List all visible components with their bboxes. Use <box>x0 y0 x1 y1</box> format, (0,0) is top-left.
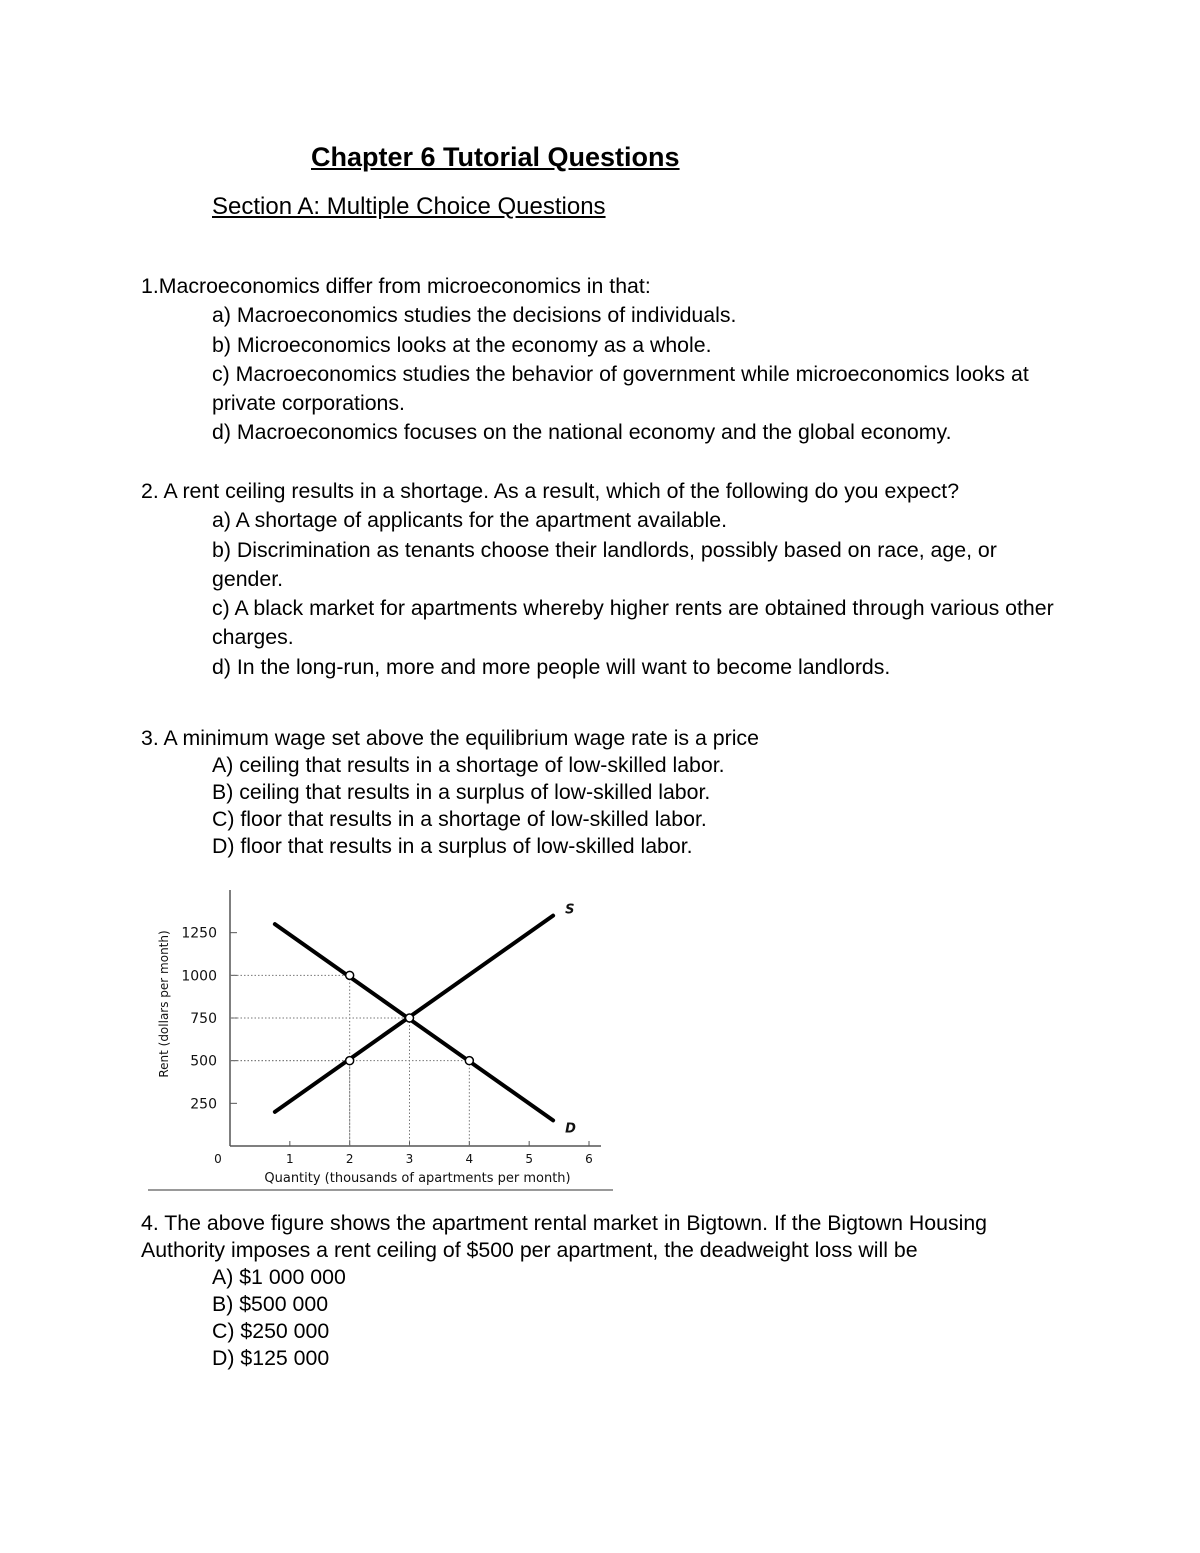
option-c: C) $250 000 <box>212 1319 330 1343</box>
option-d: D) $125 000 <box>212 1346 330 1370</box>
y-tick-label: 750 <box>190 1011 217 1027</box>
option-list <box>212 1264 1062 1372</box>
rent-market-chart <box>148 880 618 1195</box>
y-tick-label: 500 <box>190 1053 217 1070</box>
y-tick-label: 1000 <box>181 968 217 985</box>
question-3 <box>141 725 1062 860</box>
option-a: A) ceiling that results in a shortage of low-skilled labor. <box>212 753 725 777</box>
option-list <box>212 301 1062 447</box>
question-stem: 3. A minimum wage set above the equilibrium wage rate is a price <box>141 726 759 750</box>
option-list <box>212 506 1062 682</box>
option-d: D) floor that results in a surplus of low-skilled labor. <box>212 834 693 858</box>
series-label-d: D <box>565 1121 576 1137</box>
data-point <box>465 1057 473 1065</box>
question-2 <box>141 477 1062 682</box>
data-point <box>346 971 354 979</box>
section-heading: Section A: Multiple Choice Questions <box>212 193 606 220</box>
option-d: d) Macroeconomics focuses on the national economy and the global economy. <box>212 420 952 445</box>
option-a: a) A shortage of applicants for the apartment available. <box>212 508 727 533</box>
x-tick-label: 0 <box>214 1152 222 1166</box>
y-axis-label: Rent (dollars per month) <box>157 930 171 1078</box>
option-b: b) Discrimination as tenants choose their landlords, possibly based on race, age, or gender. <box>212 537 997 591</box>
question-stem: 2. A rent ceiling results in a shortage. As a result, which of the following do you expect? <box>141 479 960 503</box>
page-title: Chapter 6 Tutorial Questions <box>311 142 680 172</box>
option-a: A) $1 000 000 <box>212 1265 346 1289</box>
question-1 <box>141 272 1062 448</box>
series-line-s <box>275 916 553 1112</box>
x-tick-label: 1 <box>286 1152 294 1166</box>
question-stem: 1.Macroeconomics differ from microeconomics in that: <box>141 274 651 298</box>
option-a: a) Macroeconomics studies the decisions of individuals. <box>212 303 737 328</box>
data-point <box>406 1014 414 1022</box>
x-tick-label: 6 <box>585 1152 593 1166</box>
option-b: B) ceiling that results in a surplus of low-skilled labor. <box>212 780 711 804</box>
option-c: c) Macroeconomics studies the behavior of government while microeconomics looks at private corporations. <box>212 361 1029 416</box>
data-point <box>346 1057 354 1065</box>
question-4 <box>141 1210 1041 1372</box>
option-c: c) A black market for apartments whereby higher rents are obtained through various other charges. <box>212 596 1054 650</box>
x-tick-label: 5 <box>525 1152 533 1166</box>
option-d: d) In the long-run, more and more people will want to become landlords. <box>212 654 891 679</box>
option-b: B) $500 000 <box>212 1292 329 1316</box>
question-stem-continued: Authority imposes a rent ceiling of $500 per apartment, the deadweight loss will be <box>141 1238 918 1262</box>
series-label-s: S <box>565 902 575 918</box>
x-tick-label: 4 <box>465 1152 474 1166</box>
x-axis-label: Quantity (thousands of apartments per month) <box>264 1171 571 1186</box>
x-tick-label: 3 <box>405 1152 414 1166</box>
option-b: b) Microeconomics looks at the economy as a whole. <box>212 332 712 357</box>
y-tick-label: 1250 <box>181 925 217 942</box>
question-stem: 4. The above figure shows the apartment rental market in Bigtown. If the Bigtown Housing <box>141 1211 988 1235</box>
y-tick-label: 250 <box>190 1096 217 1113</box>
option-c: C) floor that results in a shortage of low-skilled labor. <box>212 807 707 831</box>
rent-market-figure <box>148 880 618 1195</box>
x-tick-label: 2 <box>345 1152 354 1166</box>
series-line-d <box>275 924 553 1120</box>
option-list <box>212 752 1062 860</box>
